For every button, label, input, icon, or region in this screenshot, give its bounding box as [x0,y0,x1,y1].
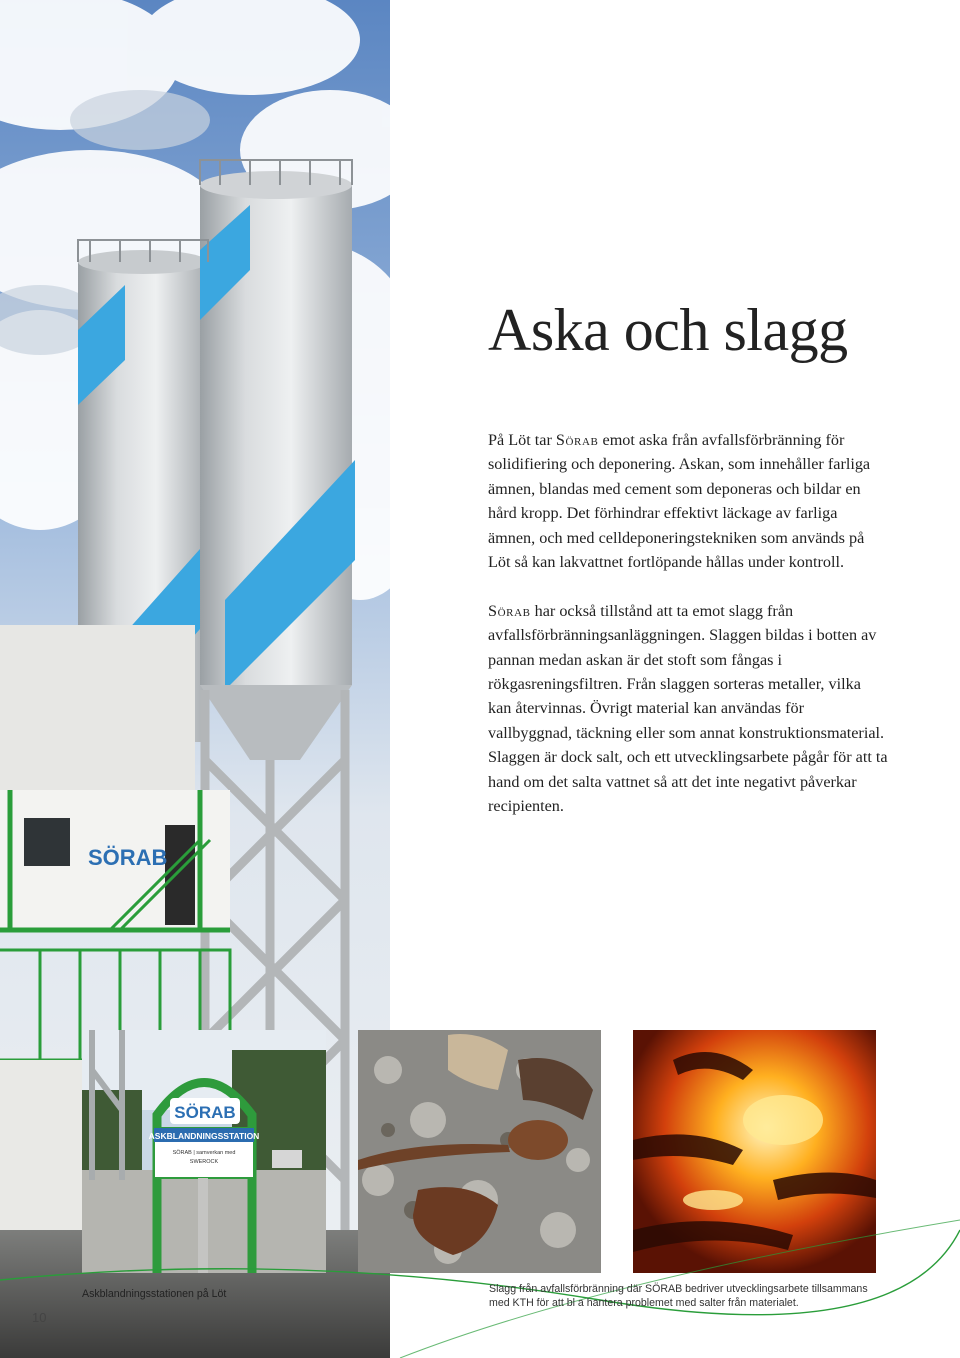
fire-photo [633,1030,876,1273]
sign-station-label: ASKBLANDNINGSSTATION [148,1131,260,1141]
sorab-smallcaps: Sörab [488,601,531,620]
paragraph-slag [488,599,888,819]
paragraph-ash-text: emot aska från avfallsförbränning för solidifiering och deponering. Askan, som innehåller farliga ämnen, blandas med cement som deponeras och bildar en hård kropp. Det förhindrar effektivt läckage av farliga ämnen, och med celldeponeringstekniken som används på Löt så kan lakvattnet fortlöpande hållas under kontroll. [488,431,871,572]
slag-photo [358,1030,601,1273]
sign-partner: SWEROCK [189,1159,219,1165]
sorab-smallcaps: Sörab [555,431,599,449]
page-title: Aska och slagg [488,297,848,363]
paragraph-slag-text: har också tillstånd att ta emot slagg från avfallsförbränningsanläggningen. Slaggen bildas i botten av pannan medan askan är det stoft som fångas i rökgasreningsfiltren. Från slaggen sorteras metaller, vilka kan återvinnas. Övrigt material kan användas för vallbyggnad, täckning eller som annat konstruktionsmaterial. Slaggen är dock salt, och ett utvecklingsarbete pågår för att ta hand om det salta vattnet så att det inte negativt påverkar recipienten. [488,601,888,816]
page-number: 10 [32,1310,47,1325]
station-sign-photo [82,1030,326,1273]
sign-logo: SÖRAB [174,1103,236,1122]
sign-subtext: SÖRAB | samverkan med [172,1150,236,1156]
caption-slag: Slagg från avfallsförbränning där SÖRAB bedriver utvecklingsarbete tillsammans med KTH för att bl a hantera problemet med salter från materialet. [489,1283,868,1309]
caption-station: Askblandningsstationen på Löt [82,1288,227,1300]
paragraph-ash [488,428,888,574]
paragraph-ash-intro: På Löt tar [488,431,556,449]
body-text [488,428,888,843]
hero-sorab-sign: SÖRAB [88,845,168,870]
